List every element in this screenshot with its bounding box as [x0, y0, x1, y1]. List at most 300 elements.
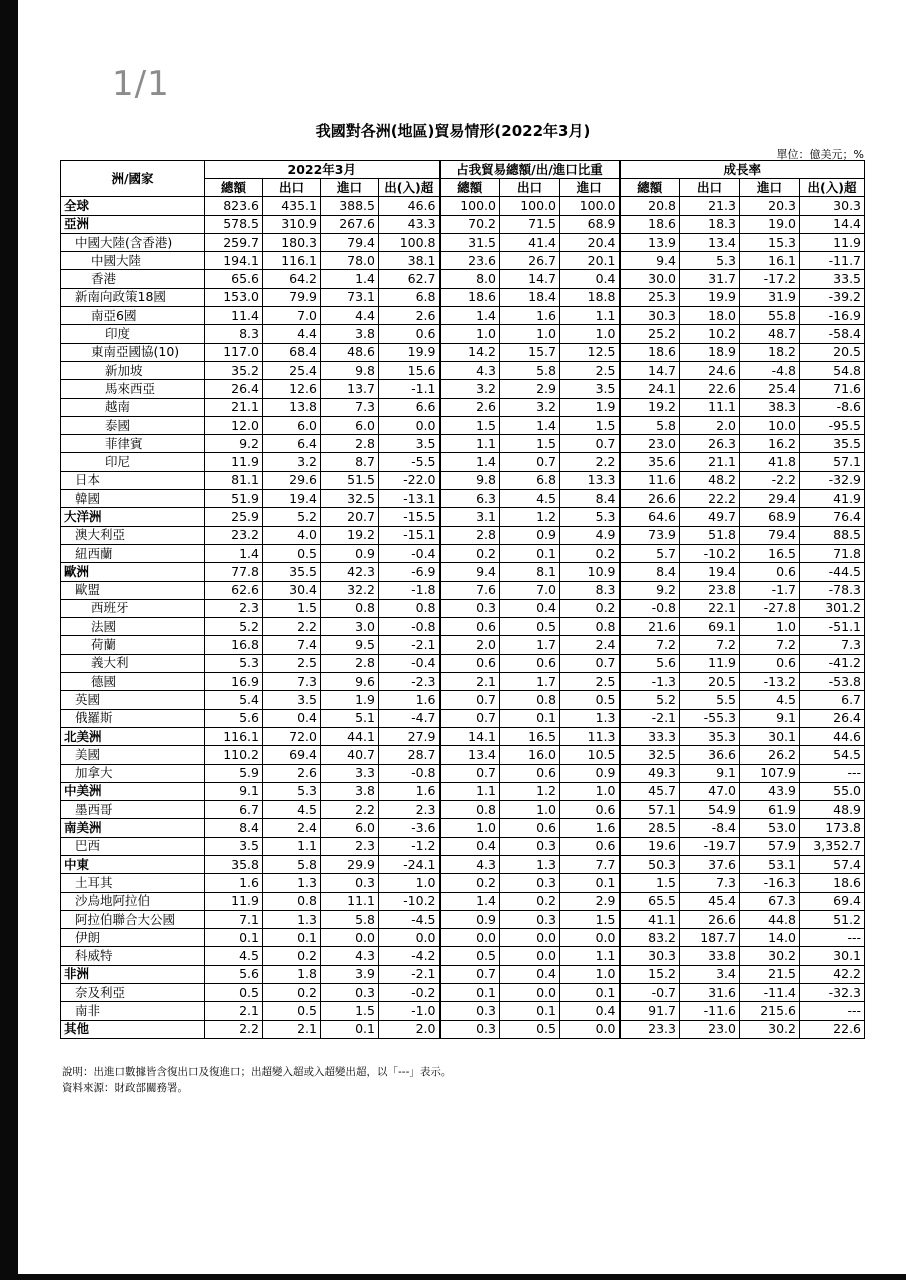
- value-cell: 33.3: [620, 727, 680, 745]
- value-cell: -15.1: [379, 526, 440, 544]
- value-cell: 2.6: [263, 764, 321, 782]
- value-cell: 25.2: [620, 325, 680, 343]
- value-cell: 0.0: [440, 929, 500, 947]
- value-cell: 1.5: [560, 416, 620, 434]
- group-header-growth: 成長率: [620, 161, 865, 179]
- viewer-frame-bottom: [0, 1274, 906, 1280]
- value-cell: -19.7: [680, 837, 740, 855]
- value-cell: 1.2: [500, 508, 560, 526]
- value-cell: 62.6: [205, 581, 263, 599]
- value-cell: 29.9: [321, 855, 379, 873]
- value-cell: 18.3: [680, 215, 740, 233]
- value-cell: 10.5: [560, 746, 620, 764]
- value-cell: 21.1: [680, 453, 740, 471]
- value-cell: 2.9: [500, 380, 560, 398]
- value-cell: 0.0: [560, 1020, 620, 1038]
- region-name-cell: 印尼: [61, 453, 205, 471]
- value-cell: 11.1: [321, 892, 379, 910]
- table-row: [61, 691, 865, 709]
- value-cell: 25.4: [263, 361, 321, 379]
- region-name-cell: 新南向政策18國: [61, 288, 205, 306]
- value-cell: 0.2: [560, 599, 620, 617]
- value-cell: 45.7: [620, 782, 680, 800]
- value-cell: 53.0: [740, 819, 800, 837]
- value-cell: 8.4: [560, 490, 620, 508]
- value-cell: 11.9: [205, 453, 263, 471]
- region-name-cell: 英國: [61, 691, 205, 709]
- value-cell: 2.2: [560, 453, 620, 471]
- value-cell: 3.4: [680, 965, 740, 983]
- value-cell: 81.1: [205, 471, 263, 489]
- value-cell: 0.3: [440, 1020, 500, 1038]
- value-cell: 7.2: [620, 636, 680, 654]
- value-cell: 30.2: [740, 947, 800, 965]
- table-row: [61, 361, 865, 379]
- value-cell: 0.7: [440, 764, 500, 782]
- value-cell: 18.9: [680, 343, 740, 361]
- value-cell: 100.8: [379, 233, 440, 251]
- table-row: [61, 984, 865, 1002]
- value-cell: -11.4: [740, 984, 800, 1002]
- value-cell: 41.8: [740, 453, 800, 471]
- value-cell: 79.4: [740, 526, 800, 544]
- value-cell: 2.4: [560, 636, 620, 654]
- value-cell: -13.1: [379, 490, 440, 508]
- value-cell: 35.6: [620, 453, 680, 471]
- value-cell: -24.1: [379, 855, 440, 873]
- value-cell: 48.9: [800, 801, 865, 819]
- table-row: [61, 233, 865, 251]
- value-cell: 6.7: [205, 801, 263, 819]
- region-name-cell: 南非: [61, 1002, 205, 1020]
- region-name-cell: 其他: [61, 1020, 205, 1038]
- value-cell: 69.4: [263, 746, 321, 764]
- region-name-cell: 義大利: [61, 654, 205, 672]
- region-name-cell: 大洋洲: [61, 508, 205, 526]
- value-cell: 823.6: [205, 197, 263, 215]
- value-cell: 16.0: [500, 746, 560, 764]
- value-cell: 26.3: [680, 435, 740, 453]
- value-cell: 3.3: [321, 764, 379, 782]
- table-row: [61, 270, 865, 288]
- table-row: [61, 727, 865, 745]
- value-cell: 48.6: [321, 343, 379, 361]
- value-cell: -1.2: [379, 837, 440, 855]
- value-cell: 44.1: [321, 727, 379, 745]
- value-cell: 24.1: [620, 380, 680, 398]
- value-cell: 4.4: [263, 325, 321, 343]
- value-cell: 5.2: [620, 691, 680, 709]
- value-cell: 9.1: [680, 764, 740, 782]
- value-cell: -8.4: [680, 819, 740, 837]
- value-cell: 11.3: [560, 727, 620, 745]
- value-cell: 11.9: [680, 654, 740, 672]
- value-cell: 62.7: [379, 270, 440, 288]
- value-cell: -53.8: [800, 673, 865, 691]
- table-row: [61, 801, 865, 819]
- value-cell: 48.7: [740, 325, 800, 343]
- value-cell: 4.4: [321, 307, 379, 325]
- region-name-cell: 南美洲: [61, 819, 205, 837]
- value-cell: 13.4: [680, 233, 740, 251]
- value-cell: 14.7: [620, 361, 680, 379]
- value-cell: 267.6: [321, 215, 379, 233]
- value-cell: 10.2: [680, 325, 740, 343]
- value-cell: 0.5: [263, 544, 321, 562]
- value-cell: 26.6: [620, 490, 680, 508]
- value-cell: 22.6: [680, 380, 740, 398]
- value-cell: 0.3: [500, 874, 560, 892]
- unit-note: 單位：億美元；%: [776, 148, 864, 161]
- value-cell: 11.9: [800, 233, 865, 251]
- value-cell: 0.8: [263, 892, 321, 910]
- value-cell: 1.3: [263, 874, 321, 892]
- value-cell: -78.3: [800, 581, 865, 599]
- value-cell: 1.1: [440, 435, 500, 453]
- value-cell: 0.0: [500, 984, 560, 1002]
- value-cell: -5.5: [379, 453, 440, 471]
- value-cell: -95.5: [800, 416, 865, 434]
- value-cell: 78.0: [321, 252, 379, 270]
- table-row: [61, 654, 865, 672]
- value-cell: 6.8: [500, 471, 560, 489]
- value-cell: 259.7: [205, 233, 263, 251]
- value-cell: 1.3: [500, 855, 560, 873]
- value-cell: 6.0: [263, 416, 321, 434]
- table-row: [61, 746, 865, 764]
- value-cell: 4.5: [500, 490, 560, 508]
- region-name-cell: 東南亞國協(10): [61, 343, 205, 361]
- value-cell: 0.5: [440, 947, 500, 965]
- value-cell: 25.4: [740, 380, 800, 398]
- subheader-share-export: 出口: [500, 179, 560, 197]
- value-cell: 20.7: [321, 508, 379, 526]
- table-row: [61, 618, 865, 636]
- table-row: [61, 325, 865, 343]
- value-cell: 0.4: [500, 965, 560, 983]
- value-cell: 0.1: [500, 1002, 560, 1020]
- value-cell: 1.7: [500, 636, 560, 654]
- value-cell: 0.2: [500, 892, 560, 910]
- value-cell: 2.2: [205, 1020, 263, 1038]
- value-cell: 2.5: [560, 673, 620, 691]
- value-cell: 0.2: [263, 984, 321, 1002]
- region-name-cell: 巴西: [61, 837, 205, 855]
- value-cell: 36.6: [680, 746, 740, 764]
- value-cell: 117.0: [205, 343, 263, 361]
- value-cell: 23.0: [620, 435, 680, 453]
- table-row: [61, 544, 865, 562]
- value-cell: 3.0: [321, 618, 379, 636]
- value-cell: 48.2: [680, 471, 740, 489]
- value-cell: -4.5: [379, 910, 440, 928]
- value-cell: 3.5: [379, 435, 440, 453]
- region-name-cell: 中國大陸(含香港): [61, 233, 205, 251]
- value-cell: 7.6: [440, 581, 500, 599]
- value-cell: 4.0: [263, 526, 321, 544]
- value-cell: 6.0: [321, 416, 379, 434]
- region-name-cell: 西班牙: [61, 599, 205, 617]
- value-cell: 9.2: [620, 581, 680, 599]
- value-cell: 107.9: [740, 764, 800, 782]
- value-cell: 1.6: [500, 307, 560, 325]
- value-cell: 116.1: [263, 252, 321, 270]
- value-cell: -32.3: [800, 984, 865, 1002]
- value-cell: 0.0: [560, 929, 620, 947]
- value-cell: 79.4: [321, 233, 379, 251]
- value-cell: 7.2: [740, 636, 800, 654]
- value-cell: 2.5: [560, 361, 620, 379]
- value-cell: 18.6: [440, 288, 500, 306]
- value-cell: -4.7: [379, 709, 440, 727]
- value-cell: 65.5: [620, 892, 680, 910]
- value-cell: 3.5: [263, 691, 321, 709]
- value-cell: 25.3: [620, 288, 680, 306]
- value-cell: 41.4: [500, 233, 560, 251]
- value-cell: 3.2: [440, 380, 500, 398]
- table-row: [61, 910, 865, 928]
- value-cell: 32.2: [321, 581, 379, 599]
- table-row: [61, 197, 865, 215]
- value-cell: 0.7: [560, 435, 620, 453]
- value-cell: 69.1: [680, 618, 740, 636]
- value-cell: 5.3: [560, 508, 620, 526]
- value-cell: 15.3: [740, 233, 800, 251]
- value-cell: 30.0: [620, 270, 680, 288]
- value-cell: 0.2: [440, 544, 500, 562]
- value-cell: 0.7: [440, 709, 500, 727]
- value-cell: 1.5: [620, 874, 680, 892]
- region-name-cell: 美國: [61, 746, 205, 764]
- value-cell: 4.9: [560, 526, 620, 544]
- value-cell: 1.5: [321, 1002, 379, 1020]
- value-cell: 1.4: [205, 544, 263, 562]
- value-cell: 68.9: [560, 215, 620, 233]
- value-cell: 0.6: [560, 801, 620, 819]
- value-cell: 435.1: [263, 197, 321, 215]
- value-cell: 5.2: [263, 508, 321, 526]
- value-cell: 2.1: [440, 673, 500, 691]
- value-cell: 0.6: [379, 325, 440, 343]
- value-cell: 70.2: [440, 215, 500, 233]
- region-name-cell: 阿拉伯聯合大公國: [61, 910, 205, 928]
- footnote-source: 資料來源：財政部關務署。: [62, 1082, 188, 1094]
- value-cell: 9.5: [321, 636, 379, 654]
- value-cell: 5.6: [205, 709, 263, 727]
- region-name-cell: 加拿大: [61, 764, 205, 782]
- value-cell: 4.5: [263, 801, 321, 819]
- value-cell: 0.7: [500, 453, 560, 471]
- value-cell: 0.1: [263, 929, 321, 947]
- value-cell: 11.1: [680, 398, 740, 416]
- value-cell: 12.0: [205, 416, 263, 434]
- value-cell: 33.8: [680, 947, 740, 965]
- value-cell: -0.8: [379, 618, 440, 636]
- value-cell: 41.9: [800, 490, 865, 508]
- value-cell: 35.2: [205, 361, 263, 379]
- group-header-share: 占我貿易總額/出/進口比重: [440, 161, 620, 179]
- value-cell: 0.7: [440, 691, 500, 709]
- subheader-export: 出口: [263, 179, 321, 197]
- subheader-growth-import: 進口: [740, 179, 800, 197]
- value-cell: 19.9: [680, 288, 740, 306]
- value-cell: 1.0: [500, 801, 560, 819]
- value-cell: 1.1: [263, 837, 321, 855]
- value-cell: 8.4: [620, 563, 680, 581]
- value-cell: -10.2: [680, 544, 740, 562]
- value-cell: -0.8: [620, 599, 680, 617]
- value-cell: 23.8: [680, 581, 740, 599]
- value-cell: 1.8: [263, 965, 321, 983]
- value-cell: 42.3: [321, 563, 379, 581]
- value-cell: 1.6: [379, 691, 440, 709]
- value-cell: 50.3: [620, 855, 680, 873]
- group-header-month: 2022年3月: [205, 161, 440, 179]
- value-cell: 0.3: [440, 599, 500, 617]
- value-cell: 3,352.7: [800, 837, 865, 855]
- value-cell: 16.5: [740, 544, 800, 562]
- value-cell: 0.3: [321, 984, 379, 1002]
- value-cell: 9.1: [205, 782, 263, 800]
- table-row: [61, 892, 865, 910]
- value-cell: 0.9: [560, 764, 620, 782]
- value-cell: 72.0: [263, 727, 321, 745]
- value-cell: 9.4: [620, 252, 680, 270]
- value-cell: 15.6: [379, 361, 440, 379]
- value-cell: 14.2: [440, 343, 500, 361]
- value-cell: 16.2: [740, 435, 800, 453]
- value-cell: 0.3: [440, 1002, 500, 1020]
- region-name-cell: 亞洲: [61, 215, 205, 233]
- value-cell: 19.4: [680, 563, 740, 581]
- table-row: [61, 307, 865, 325]
- value-cell: 55.0: [800, 782, 865, 800]
- value-cell: 21.5: [740, 965, 800, 983]
- value-cell: 7.3: [263, 673, 321, 691]
- value-cell: 43.9: [740, 782, 800, 800]
- value-cell: 30.4: [263, 581, 321, 599]
- value-cell: -1.3: [620, 673, 680, 691]
- table-row: [61, 855, 865, 873]
- value-cell: 2.8: [321, 654, 379, 672]
- value-cell: 100.0: [560, 197, 620, 215]
- value-cell: 7.0: [263, 307, 321, 325]
- value-cell: 57.1: [800, 453, 865, 471]
- value-cell: 46.6: [379, 197, 440, 215]
- value-cell: 2.0: [680, 416, 740, 434]
- value-cell: 2.6: [440, 398, 500, 416]
- region-name-cell: 墨西哥: [61, 801, 205, 819]
- value-cell: 5.6: [620, 654, 680, 672]
- value-cell: 8.3: [560, 581, 620, 599]
- value-cell: 19.9: [379, 343, 440, 361]
- value-cell: -2.1: [379, 636, 440, 654]
- value-cell: 0.0: [321, 929, 379, 947]
- value-cell: -0.4: [379, 654, 440, 672]
- table-row: [61, 929, 865, 947]
- value-cell: 5.3: [680, 252, 740, 270]
- value-cell: 25.9: [205, 508, 263, 526]
- value-cell: 5.7: [620, 544, 680, 562]
- value-cell: 1.1: [560, 307, 620, 325]
- value-cell: 0.8: [440, 801, 500, 819]
- value-cell: 61.9: [740, 801, 800, 819]
- value-cell: 1.3: [560, 709, 620, 727]
- value-cell: 13.3: [560, 471, 620, 489]
- value-cell: 22.1: [680, 599, 740, 617]
- table-row: [61, 471, 865, 489]
- value-cell: 28.7: [379, 746, 440, 764]
- value-cell: 0.2: [560, 544, 620, 562]
- value-cell: ---: [800, 764, 865, 782]
- value-cell: 6.4: [263, 435, 321, 453]
- value-cell: 2.3: [379, 801, 440, 819]
- value-cell: -16.3: [740, 874, 800, 892]
- value-cell: 2.6: [379, 307, 440, 325]
- value-cell: 23.3: [620, 1020, 680, 1038]
- region-name-cell: 法國: [61, 618, 205, 636]
- value-cell: 18.0: [680, 307, 740, 325]
- value-cell: 49.3: [620, 764, 680, 782]
- value-cell: 173.8: [800, 819, 865, 837]
- value-cell: 7.1: [205, 910, 263, 928]
- table-row: [61, 416, 865, 434]
- value-cell: 9.8: [440, 471, 500, 489]
- subheader-growth-balance: 出(入)超: [800, 179, 865, 197]
- subheader-share-total: 總額: [440, 179, 500, 197]
- value-cell: -22.0: [379, 471, 440, 489]
- value-cell: 35.5: [263, 563, 321, 581]
- region-name-cell: 土耳其: [61, 874, 205, 892]
- value-cell: -39.2: [800, 288, 865, 306]
- value-cell: 20.5: [680, 673, 740, 691]
- value-cell: 6.7: [800, 691, 865, 709]
- region-name-cell: 馬來西亞: [61, 380, 205, 398]
- region-name-cell: 菲律賓: [61, 435, 205, 453]
- value-cell: 0.2: [263, 947, 321, 965]
- value-cell: 57.9: [740, 837, 800, 855]
- value-cell: 2.2: [263, 618, 321, 636]
- table-row: [61, 215, 865, 233]
- subheader-share-import: 進口: [560, 179, 620, 197]
- value-cell: 10.0: [740, 416, 800, 434]
- value-cell: 30.3: [620, 307, 680, 325]
- value-cell: 49.7: [680, 508, 740, 526]
- table-row: [61, 764, 865, 782]
- value-cell: 8.4: [205, 819, 263, 837]
- value-cell: -3.6: [379, 819, 440, 837]
- value-cell: 5.1: [321, 709, 379, 727]
- value-cell: 26.6: [680, 910, 740, 928]
- value-cell: 13.8: [263, 398, 321, 416]
- value-cell: 32.5: [321, 490, 379, 508]
- value-cell: 54.8: [800, 361, 865, 379]
- value-cell: -4.2: [379, 947, 440, 965]
- value-cell: 44.8: [740, 910, 800, 928]
- value-cell: 0.7: [560, 654, 620, 672]
- value-cell: 73.9: [620, 526, 680, 544]
- region-name-cell: 新加坡: [61, 361, 205, 379]
- table-row: [61, 563, 865, 581]
- value-cell: 153.0: [205, 288, 263, 306]
- value-cell: 0.1: [500, 709, 560, 727]
- value-cell: 15.2: [620, 965, 680, 983]
- value-cell: 38.1: [379, 252, 440, 270]
- value-cell: 5.4: [205, 691, 263, 709]
- value-cell: 51.9: [205, 490, 263, 508]
- value-cell: 2.1: [263, 1020, 321, 1038]
- value-cell: 29.4: [740, 490, 800, 508]
